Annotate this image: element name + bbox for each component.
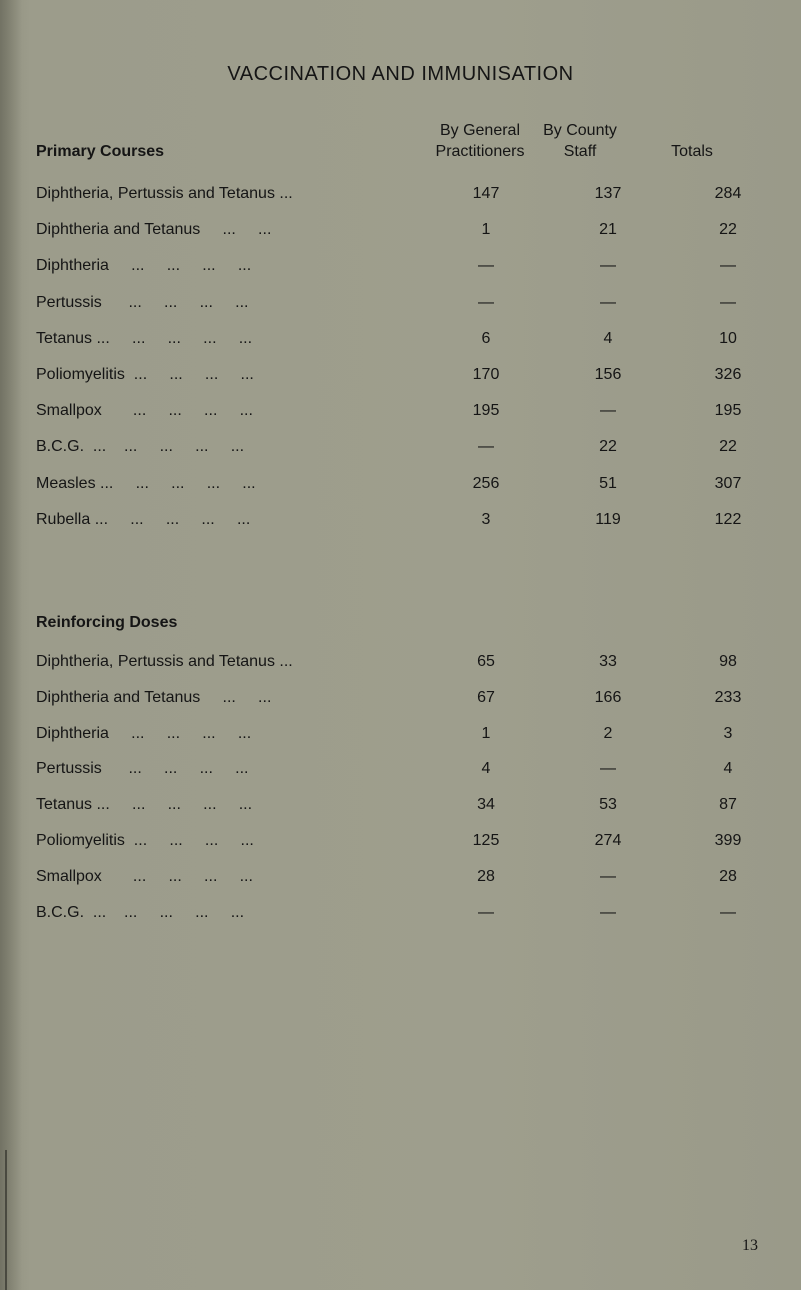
county-staff-value: 4: [603, 329, 613, 347]
table-row: [36, 185, 766, 209]
county-staff-value: 22: [599, 438, 617, 456]
row-label: Tetanus ... ... ... ... ...: [36, 796, 253, 814]
county-staff-value: 166: [594, 688, 622, 706]
gp-value: 34: [477, 796, 495, 814]
table-row: [36, 653, 766, 677]
page-number: 13: [742, 1237, 758, 1254]
total-value: 87: [719, 796, 737, 814]
total-value: —: [720, 903, 736, 921]
table-row: [36, 760, 766, 784]
row-label: Tetanus ... ... ... ... ...: [36, 329, 253, 347]
total-value: 28: [719, 867, 737, 885]
gp-value: 1: [481, 221, 491, 239]
page-edge-shadow: [0, 0, 22, 1290]
column-header-gp-line2: Practitioners: [435, 143, 525, 160]
row-label: Diphtheria ... ... ... ...: [36, 724, 252, 742]
gp-value: 195: [472, 402, 500, 420]
table-row: [36, 832, 766, 856]
total-value: 326: [714, 366, 742, 383]
table-row: [36, 221, 766, 245]
row-label: Pertussis ... ... ... ...: [36, 293, 249, 311]
row-label: B.C.G. ... ... ... ... ...: [36, 438, 245, 456]
county-staff-value: 156: [594, 366, 622, 383]
total-value: 22: [719, 438, 737, 456]
page-title: VACCINATION AND IMMUNISATION: [227, 63, 574, 85]
county-staff-value: 2: [603, 724, 613, 742]
gp-value: —: [478, 903, 494, 921]
total-value: 122: [714, 510, 742, 528]
table-row: [36, 438, 766, 462]
total-value: 284: [714, 185, 742, 202]
county-staff-value: —: [600, 293, 616, 311]
table-row: [36, 257, 766, 281]
table-row: [36, 511, 766, 535]
county-staff-value: 137: [594, 185, 622, 202]
row-label: Smallpox ... ... ... ...: [36, 867, 253, 885]
row-label: Smallpox ... ... ... ...: [36, 402, 253, 420]
column-header-county-line2: Staff: [563, 143, 597, 160]
county-staff-value: 119: [595, 510, 621, 528]
gp-value: 3: [481, 510, 491, 528]
section-heading-reinforcing-doses: Reinforcing Doses: [36, 614, 178, 631]
row-label: Rubella ... ... ... ... ...: [36, 510, 251, 528]
row-label: Diphtheria ... ... ... ...: [36, 257, 252, 275]
row-label: Diphtheria, Pertussis and Tetanus ...: [36, 653, 293, 670]
row-label: Poliomyelitis ... ... ... ...: [36, 832, 254, 849]
gp-value: 67: [477, 688, 495, 706]
table-row: [36, 868, 766, 892]
gp-value: 65: [477, 653, 495, 670]
table-row: [36, 475, 766, 499]
table-row: [36, 366, 766, 390]
county-staff-value: —: [600, 867, 616, 885]
total-value: —: [720, 293, 736, 311]
column-header-gp-line1: By General: [439, 122, 521, 139]
row-label: Diphtheria and Tetanus ... ...: [36, 688, 272, 706]
total-value: 22: [719, 221, 737, 239]
gp-value: 4: [481, 760, 491, 778]
row-label: Measles ... ... ... ... ...: [36, 474, 256, 492]
column-header-primary-courses: Primary Courses: [36, 143, 165, 160]
county-staff-value: 53: [599, 796, 617, 814]
gp-value: —: [478, 293, 494, 311]
column-header-totals: Totals: [671, 143, 713, 160]
gp-value: 147: [472, 185, 500, 202]
table-row: [36, 725, 766, 749]
row-label: Diphtheria and Tetanus ... ...: [36, 221, 272, 239]
gp-value: 6: [481, 329, 491, 347]
county-staff-value: —: [600, 903, 616, 921]
table-row: [36, 294, 766, 318]
total-value: 233: [714, 688, 742, 706]
column-header-county-staff: [520, 120, 640, 162]
table-row: [36, 402, 766, 426]
table-row: [36, 330, 766, 354]
gp-value: 170: [472, 366, 500, 383]
gp-value: —: [478, 438, 494, 456]
gp-value: 256: [472, 474, 500, 492]
gp-value: —: [478, 257, 494, 275]
gp-value: 28: [477, 867, 495, 885]
county-staff-value: —: [600, 760, 616, 778]
gp-value: 1: [481, 724, 491, 742]
county-staff-value: 51: [599, 474, 617, 492]
page-binding-line: [5, 1150, 7, 1290]
row-label: Poliomyelitis ... ... ... ...: [36, 366, 254, 383]
total-value: 307: [714, 474, 742, 492]
county-staff-value: 274: [594, 832, 622, 849]
gp-value: 125: [472, 832, 500, 849]
table-row: [36, 689, 766, 713]
total-value: 399: [714, 832, 742, 849]
row-label: Diphtheria, Pertussis and Tetanus ...: [36, 185, 293, 202]
total-value: 3: [723, 724, 733, 742]
total-value: 4: [723, 760, 733, 778]
column-header-county-line1: By County: [543, 122, 617, 139]
county-staff-value: —: [600, 257, 616, 275]
total-value: —: [720, 257, 736, 275]
total-value: 10: [719, 329, 737, 347]
county-staff-value: —: [600, 402, 616, 420]
row-label: B.C.G. ... ... ... ... ...: [36, 903, 245, 921]
total-value: 98: [719, 653, 737, 670]
county-staff-value: 21: [599, 221, 617, 239]
total-value: 195: [714, 402, 742, 420]
county-staff-value: 33: [599, 653, 617, 670]
row-label: Pertussis ... ... ... ...: [36, 760, 249, 778]
table-row: [36, 904, 766, 928]
table-row: [36, 796, 766, 820]
